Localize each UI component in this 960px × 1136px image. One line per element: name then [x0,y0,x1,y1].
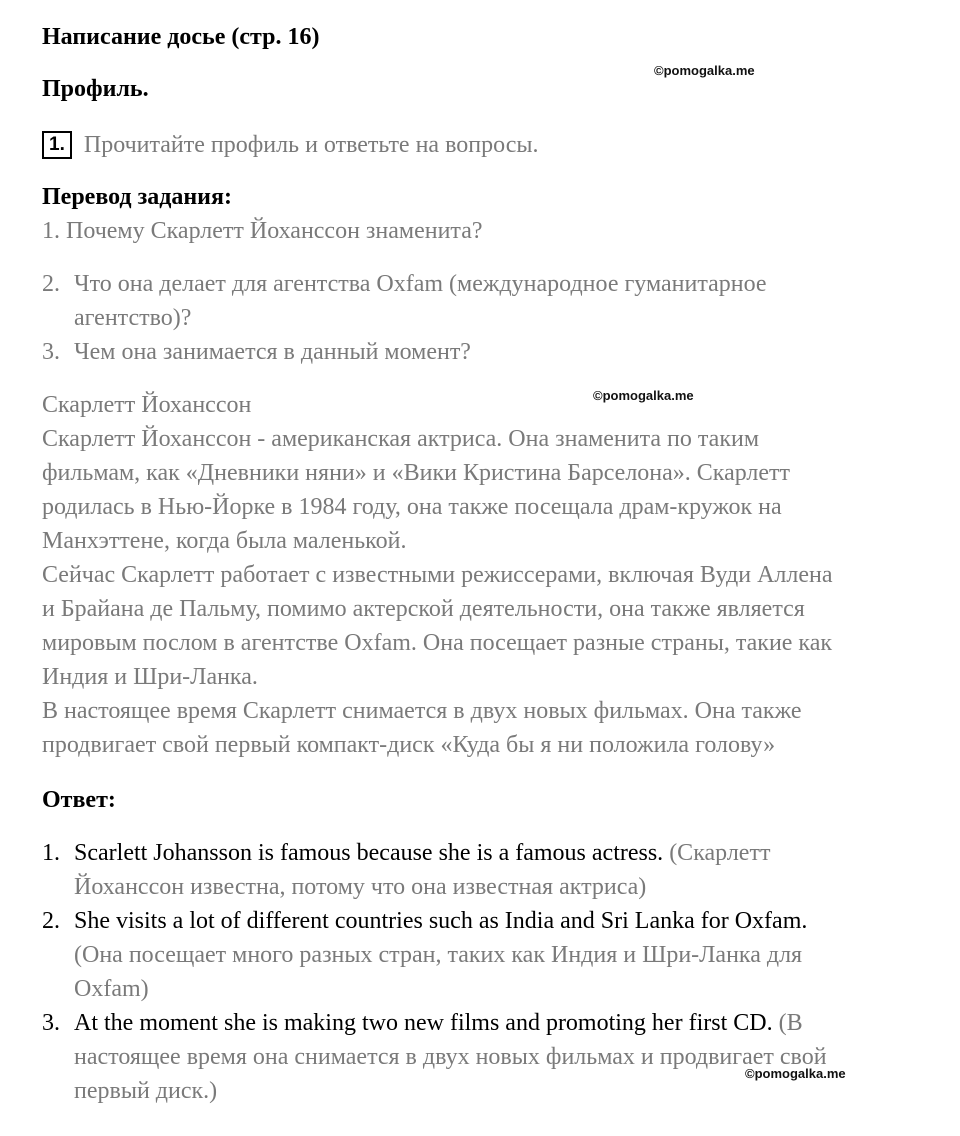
profile-line: родилась в Нью-Йорке в 1984 году, она также посещала драм-кружок на [42,494,782,520]
task-instruction [42,130,538,160]
question-2-line: Что она делает для агентства Oxfam (международное гуманитарное [74,271,767,297]
profile-line: мировым послом в агентстве Oxfam. Она посещает разные страны, такие как [42,630,833,656]
answer-2 [74,904,924,1006]
profile-line: Скарлетт Йохансcон - американская актриса. Она знаменита по таким [42,426,760,452]
question-1: 1. Почему Скарлетт Йохансcон знаменита? [42,218,483,244]
answer-3-russian-line: первый диск.) [74,1078,218,1104]
answer-3-number: 3. [42,1010,60,1036]
translation-heading: Перевод задания: [42,184,232,210]
question-2-number: 2. [42,271,60,297]
profile-line: и Брайана де Пальму, помимо актерской деятельности, она также является [42,596,805,622]
profile-line: фильмам, как «Дневники няни» и «Вики Кристина Барселона». Скарлетт [42,460,791,486]
page-title: Написание досье (стр. 16) [42,24,320,50]
answer-2-number: 2. [42,908,60,934]
question-3: Чем она занимается в данный момент? [74,339,471,365]
watermark: ©pomogalka.me [745,1066,846,1081]
profile-line: продвигает свой первый компакт-диск «Куда бы я ни положила голову» [42,732,776,758]
answer-2-english: She visits a lot of different countries such as India and Sri Lanka for Oxfam. [74,908,808,934]
answer-3-english: At the moment she is making two new films and promoting her first CD. [74,1010,773,1036]
answer-3-russian: (В [778,1010,803,1036]
profile-text [42,388,922,762]
profile-line: Сейчас Скарлетт работает с известными режиссерами, включая Вуди Аллена [42,562,833,588]
answer-1-number: 1. [42,840,60,866]
answer-3-russian-line: настоящее время она снимается в двух новых фильмах и продвигает свой [74,1044,827,1070]
profile-line: Индия и Шри-Ланка. [42,664,258,690]
profile-name: Скарлетт Йохансcон [42,392,252,418]
watermark: ©pomogalka.me [654,63,755,78]
answer-2-russian-line: (Она посещает много разных стран, таких как Индия и Шри-Ланка для [74,942,803,968]
question-2 [74,267,924,335]
task-number-box: 1. [42,131,72,159]
answer-1 [74,836,924,904]
watermark: ©pomogalka.me [593,388,694,403]
answer-2-russian-line: Oxfam) [74,976,149,1002]
question-2-line: агентство)? [74,305,192,331]
answer-3 [74,1006,924,1108]
answer-1-russian: (Скарлетт [669,840,771,866]
task-text: Прочитайте профиль и ответьте на вопросы. [83,132,539,158]
answer-heading: Ответ: [42,787,116,813]
section-title: Профиль. [42,76,149,102]
answer-1-english: Scarlett Johansson is famous because she is a famous actress. [74,840,664,866]
question-3-number: 3. [42,339,60,365]
profile-line: Манхэттене, когда была маленькой. [42,528,407,554]
profile-line: В настоящее время Скарлетт снимается в двух новых фильмах. Она также [42,698,802,724]
answer-1-russian-line: Йохансcон известна, потому что она известная актриса) [74,874,647,900]
